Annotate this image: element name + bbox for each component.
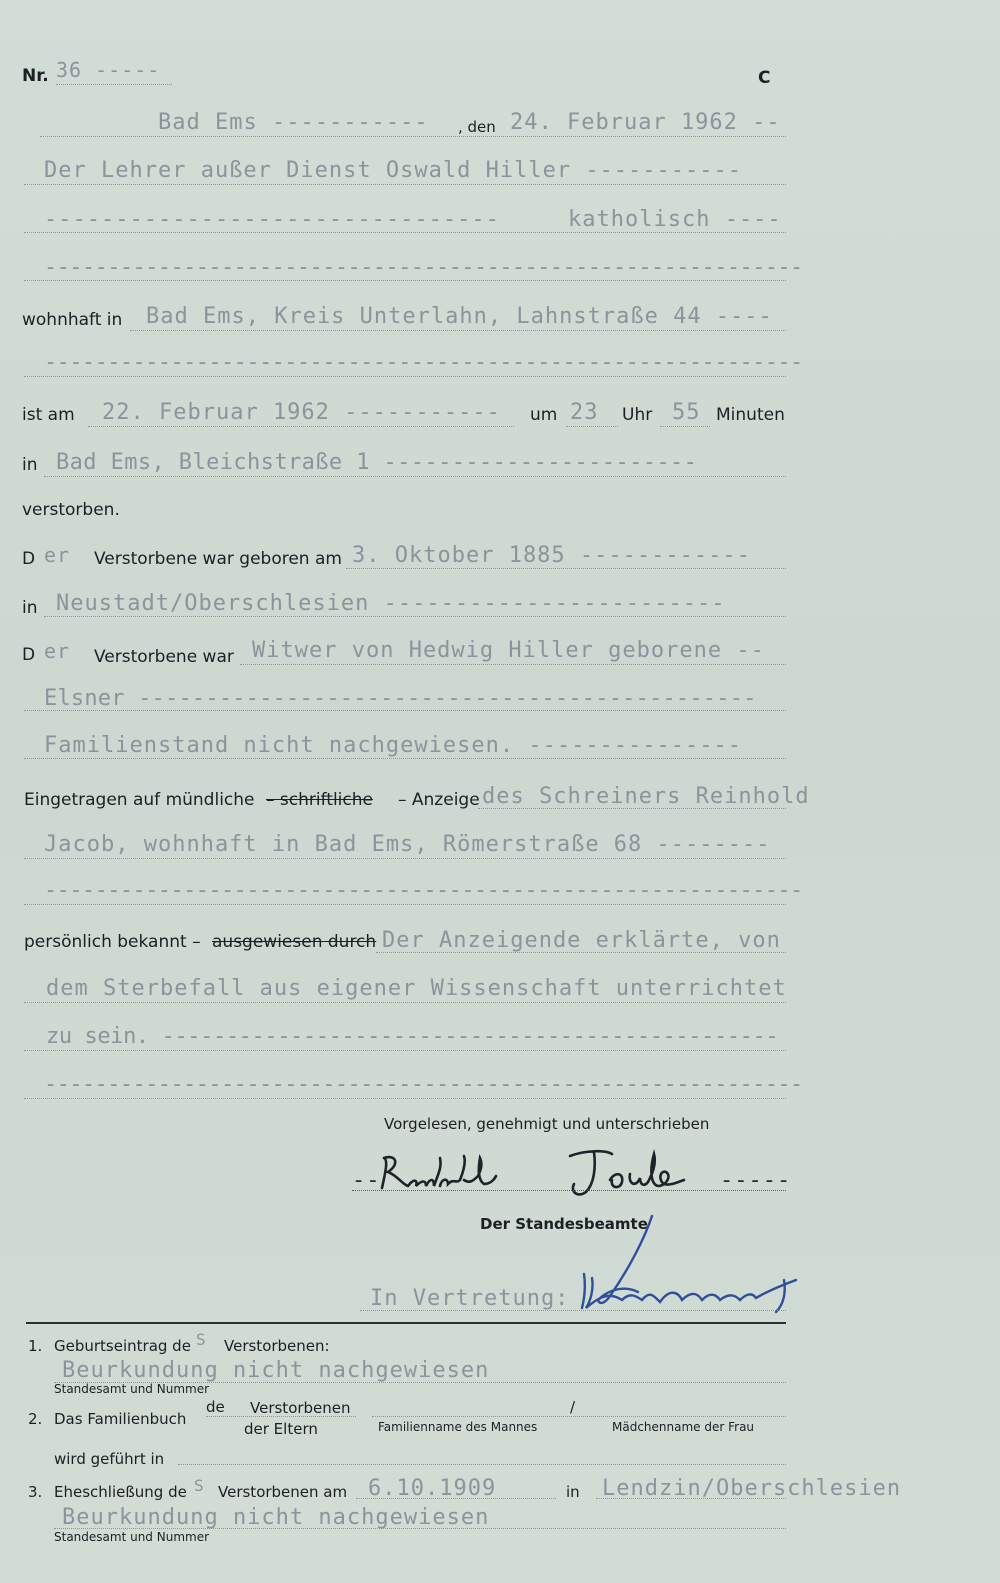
person-underline-1 xyxy=(24,184,786,185)
date-value: 24. Februar 1962 -- xyxy=(510,110,781,135)
birth-d-label: D xyxy=(22,549,36,569)
footer-item2-option-eltern: der Eltern xyxy=(244,1420,318,1438)
residence-value: Bad Ems, Kreis Unterlahn, Lahnstraße 44 ---- xyxy=(146,304,773,329)
birth-label: Verstorbene war geboren am xyxy=(94,549,342,569)
birth-er-typed: er xyxy=(44,543,71,567)
report-underline-2 xyxy=(24,858,786,859)
footer-item3-number: 3. xyxy=(28,1483,43,1501)
footer-item2-kept-label: wird geführt in xyxy=(54,1450,165,1468)
marital-value-1: Witwer von Hedwig Hiller geborene -- xyxy=(252,638,765,663)
hour-underline xyxy=(566,426,618,427)
identity-underline-4 xyxy=(24,1098,786,1099)
footer-item2-kept-underline xyxy=(178,1464,786,1465)
footer-item2-caption-wife: Mädchenname der Frau xyxy=(612,1420,755,1434)
minutes-value: 55 xyxy=(672,400,701,425)
identity-underline-3 xyxy=(24,1050,786,1051)
footer-item3-date: 6.10.1909 xyxy=(368,1476,497,1501)
report-value-1: des Schreiners Reinhold xyxy=(482,784,810,809)
report-underline-1 xyxy=(478,808,786,809)
marital-label: Verstorbene war xyxy=(94,647,234,667)
signature-dashes-right: ----- xyxy=(720,1168,792,1193)
residence-underline-1 xyxy=(130,330,786,331)
footer-item1-value: Beurkundung nicht nachgewiesen xyxy=(62,1358,490,1383)
footer-item3-place-underline xyxy=(596,1498,786,1499)
footer-item2-caption-husband: Familienname des Mannes xyxy=(378,1420,538,1434)
death-date-underline xyxy=(88,426,514,427)
report-value-2: Jacob, wohnhaft in Bad Ems, Römerstraße 68 -------- xyxy=(44,832,771,857)
read-approved-label: Vorgelesen, genehmigt und unterschrieben xyxy=(384,1115,710,1133)
birth-in-label: in xyxy=(22,598,38,618)
footer-item3-place: Lendzin/Oberschlesien xyxy=(602,1476,902,1501)
birth-date-value: 3. Oktober 1885 ------------ xyxy=(352,543,751,568)
report-label-start: Eingetragen auf mündliche xyxy=(24,790,255,810)
um-label: um xyxy=(530,405,558,425)
religion-value: katholisch ---- xyxy=(568,207,782,232)
den-label: , den xyxy=(458,118,496,136)
report-underline-3 xyxy=(24,904,786,905)
report-label-end: – Anzeige xyxy=(398,790,480,810)
birth-place-underline xyxy=(44,616,786,617)
footer-item2-name-underline xyxy=(372,1416,786,1417)
residence-line-2: ------------------------------------------------------------ xyxy=(44,350,803,375)
person-underline-2 xyxy=(24,232,786,233)
death-place-underline xyxy=(44,476,786,477)
death-place-value: Bad Ems, Bleichstraße 1 ----------------------- xyxy=(56,450,698,475)
person-line-2-dashes: -------------------------------- xyxy=(44,207,500,232)
nr-label: Nr. xyxy=(22,66,49,86)
footer-item1-label: Geburtseintrag de xyxy=(54,1337,191,1355)
footer-item2-option-de: de xyxy=(206,1398,225,1416)
marital-underline-1 xyxy=(240,664,786,665)
person-line-1: Der Lehrer außer Dienst Oswald Hiller ----------- xyxy=(44,158,743,183)
footer-divider xyxy=(26,1322,786,1324)
footer-item2-number: 2. xyxy=(28,1410,43,1428)
place-value: Bad Ems ----------- xyxy=(158,110,429,135)
deputy-underline xyxy=(360,1310,786,1311)
birth-place-value: Neustadt/Oberschlesien ------------------------ xyxy=(56,591,726,616)
ist-am-label: ist am xyxy=(22,405,75,425)
identity-label: persönlich bekannt – xyxy=(24,932,201,952)
minuten-label: Minuten xyxy=(716,405,785,425)
footer-item1-s: S xyxy=(196,1330,207,1349)
birth-date-underline xyxy=(346,568,786,569)
person-line-3: ------------------------------------------------------------ xyxy=(44,255,803,280)
place-date-underline xyxy=(40,136,786,137)
footer-item2-option-underline xyxy=(206,1416,356,1417)
marital-er-typed: er xyxy=(44,639,71,663)
footer-item3-s: S xyxy=(194,1476,205,1495)
footer-item3-underline xyxy=(54,1528,786,1529)
death-date-value: 22. Februar 1962 ----------- xyxy=(102,400,501,425)
marital-value-2: Elsner ---------------------------------------------- xyxy=(44,686,757,711)
marital-underline-3 xyxy=(24,758,786,759)
footer-item1-label2: Verstorbenen: xyxy=(224,1337,330,1355)
person-underline-3 xyxy=(24,280,786,281)
footer-item2-label: Das Familienbuch xyxy=(54,1410,187,1428)
identity-struck-option: ausgewiesen durch xyxy=(212,932,377,952)
identity-underline-2 xyxy=(24,1002,786,1003)
deputy-typed: In Vertretung: xyxy=(370,1286,570,1311)
footer-item3-label2: Verstorbenen am xyxy=(218,1483,348,1501)
identity-value-2: dem Sterbefall aus eigener Wissenschaft unterrichtet xyxy=(46,976,787,1001)
identity-value-1: Der Anzeigende erklärte, von xyxy=(382,928,781,953)
marital-underline-2 xyxy=(24,710,786,711)
footer-item3-in: in xyxy=(566,1483,580,1501)
footer-item2-slash: / xyxy=(570,1398,576,1416)
registrar-label: Der Standesbeamte xyxy=(480,1215,648,1233)
footer-item1-number: 1. xyxy=(28,1337,43,1355)
footer-item2-option-verstorbenen: Verstorbenen xyxy=(250,1399,351,1417)
signature-dashes-left: -- xyxy=(352,1168,381,1193)
report-value-3: ------------------------------------------------------------ xyxy=(44,878,803,903)
footer-item1-caption: Standesamt und Nummer xyxy=(54,1382,210,1396)
signature-underline xyxy=(352,1190,786,1191)
marital-value-3: Familienstand nicht nachgewiesen. --------------- xyxy=(44,733,743,758)
footer-item3-label: Eheschließung de xyxy=(54,1483,187,1501)
identity-underline-1 xyxy=(376,952,786,953)
nr-value: 36 ----- xyxy=(56,58,161,82)
register-letter: C xyxy=(758,68,771,88)
footer-item3-caption: Standesamt und Nummer xyxy=(54,1530,210,1544)
residence-underline-2 xyxy=(24,376,786,377)
uhr-label: Uhr xyxy=(622,405,653,425)
marital-d-label: D xyxy=(22,645,36,665)
registrar-signature xyxy=(570,1200,810,1320)
verstorben-label: verstorben. xyxy=(22,500,120,520)
minutes-underline xyxy=(660,426,710,427)
hour-value: 23 xyxy=(570,400,599,425)
identity-value-3: zu sein. ------------------------------------------------ xyxy=(46,1024,779,1049)
residence-label: wohnhaft in xyxy=(22,310,123,330)
footer-item3-value: Beurkundung nicht nachgewiesen xyxy=(62,1505,490,1530)
death-in-label: in xyxy=(22,455,38,475)
footer-item3-date-underline xyxy=(356,1498,556,1499)
report-struck-option: – schriftliche xyxy=(266,790,373,810)
identity-value-4: ------------------------------------------------------------ xyxy=(44,1072,803,1097)
nr-underline xyxy=(56,84,172,85)
